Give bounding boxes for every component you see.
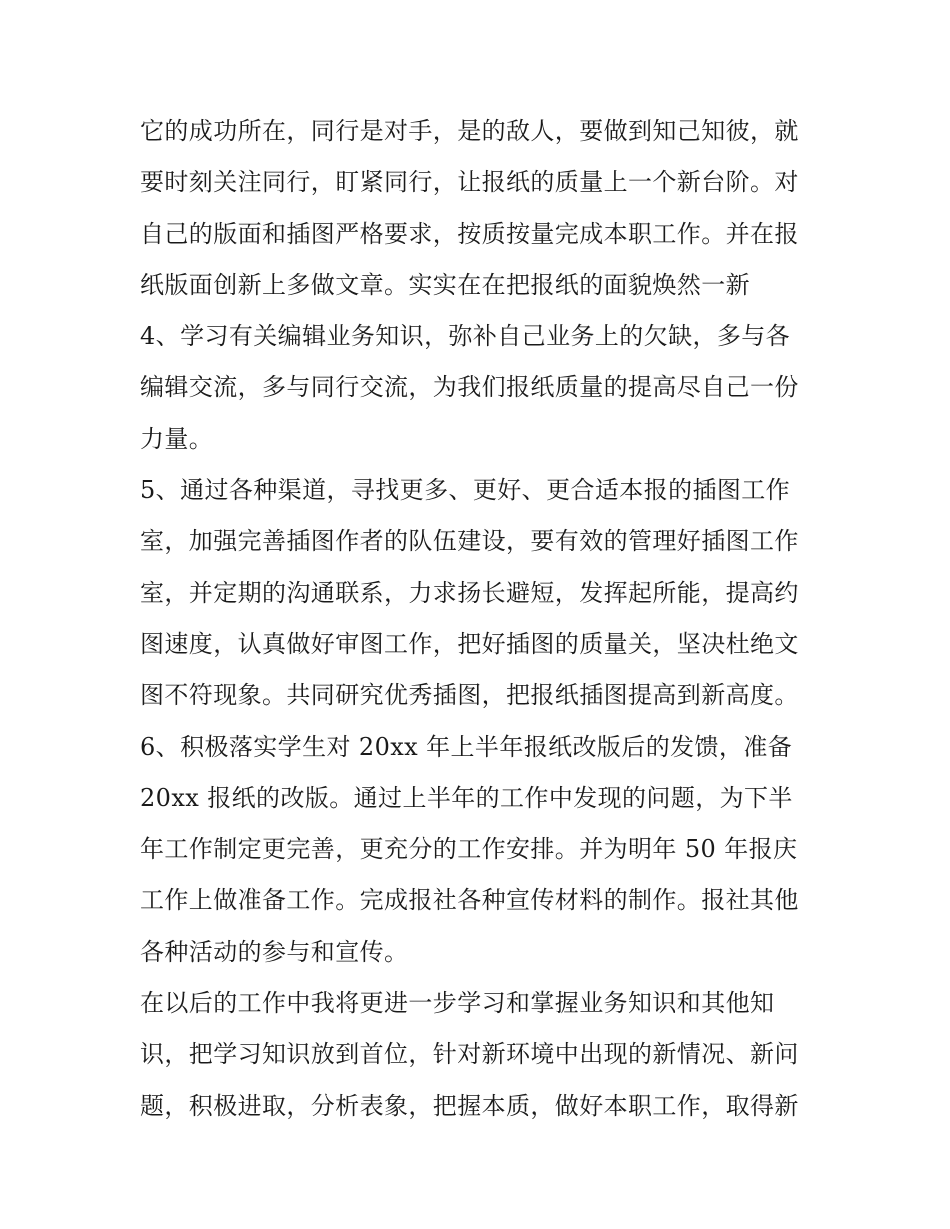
text-line: 图不符现象。共同研究优秀插图，把报纸插图提高到新高度。: [140, 681, 799, 710]
list-item-5: 5、通过各种渠道，寻找更多、更好、更合适本报的插图工作: [140, 476, 791, 505]
closing-paragraph: 在以后的工作中我将更进一步学习和掌握业务知识和其他知: [140, 989, 775, 1018]
text-line: 年工作制定更完善，更充分的工作安排。并为明年 50 年报庆: [140, 835, 798, 864]
text-line: 工作上做准备工作。完成报社各种宣传材料的制作。报社其他: [140, 886, 799, 915]
text-line: 它的成功所在，同行是对手，是的敌人，要做到知己知彼，就: [140, 117, 799, 145]
list-item-4: 4、学习有关编辑业务知识，弥补自己业务上的欠缺，多与各: [140, 322, 791, 351]
text-line: 要时刻关注同行，盯紧同行，让报纸的质量上一个新台阶。对: [140, 168, 799, 197]
text-line: 图速度，认真做好审图工作，把好插图的质量关，坚决杜绝文: [140, 629, 799, 658]
text-line: 室，并定期的沟通联系，力求扬长避短，发挥起所能，提高约: [140, 578, 799, 607]
body-text: [140, 106, 820, 1132]
text-line: 力量。: [140, 424, 214, 453]
text-line: 编辑交流，多与同行交流，为我们报纸质量的提高尽自己一份: [140, 373, 799, 402]
text-line: 室，加强完善插图作者的队伍建设，要有效的管理好插图工作: [140, 527, 799, 556]
list-item-6: 6、积极落实学生对 20xx 年上半年报纸改版后的发馈，准备: [140, 732, 793, 761]
text-line: 题，积极进取，分析表象，把握本质，做好本职工作，取得新: [140, 1091, 799, 1120]
text-line: 各种活动的参与和宣传。: [140, 937, 409, 966]
text-line: 识，把学习知识放到首位，针对新环境中出现的新情况、新问: [140, 1040, 799, 1069]
text-line: 20xx 报纸的改版。通过上半年的工作中发现的问题，为下半: [140, 783, 793, 812]
text-line: 自己的版面和插图严格要求，按质按量完成本职工作。并在报: [140, 219, 799, 248]
text-line: 纸版面创新上多做文章。实实在在把报纸的面貌焕然一新: [140, 270, 750, 299]
